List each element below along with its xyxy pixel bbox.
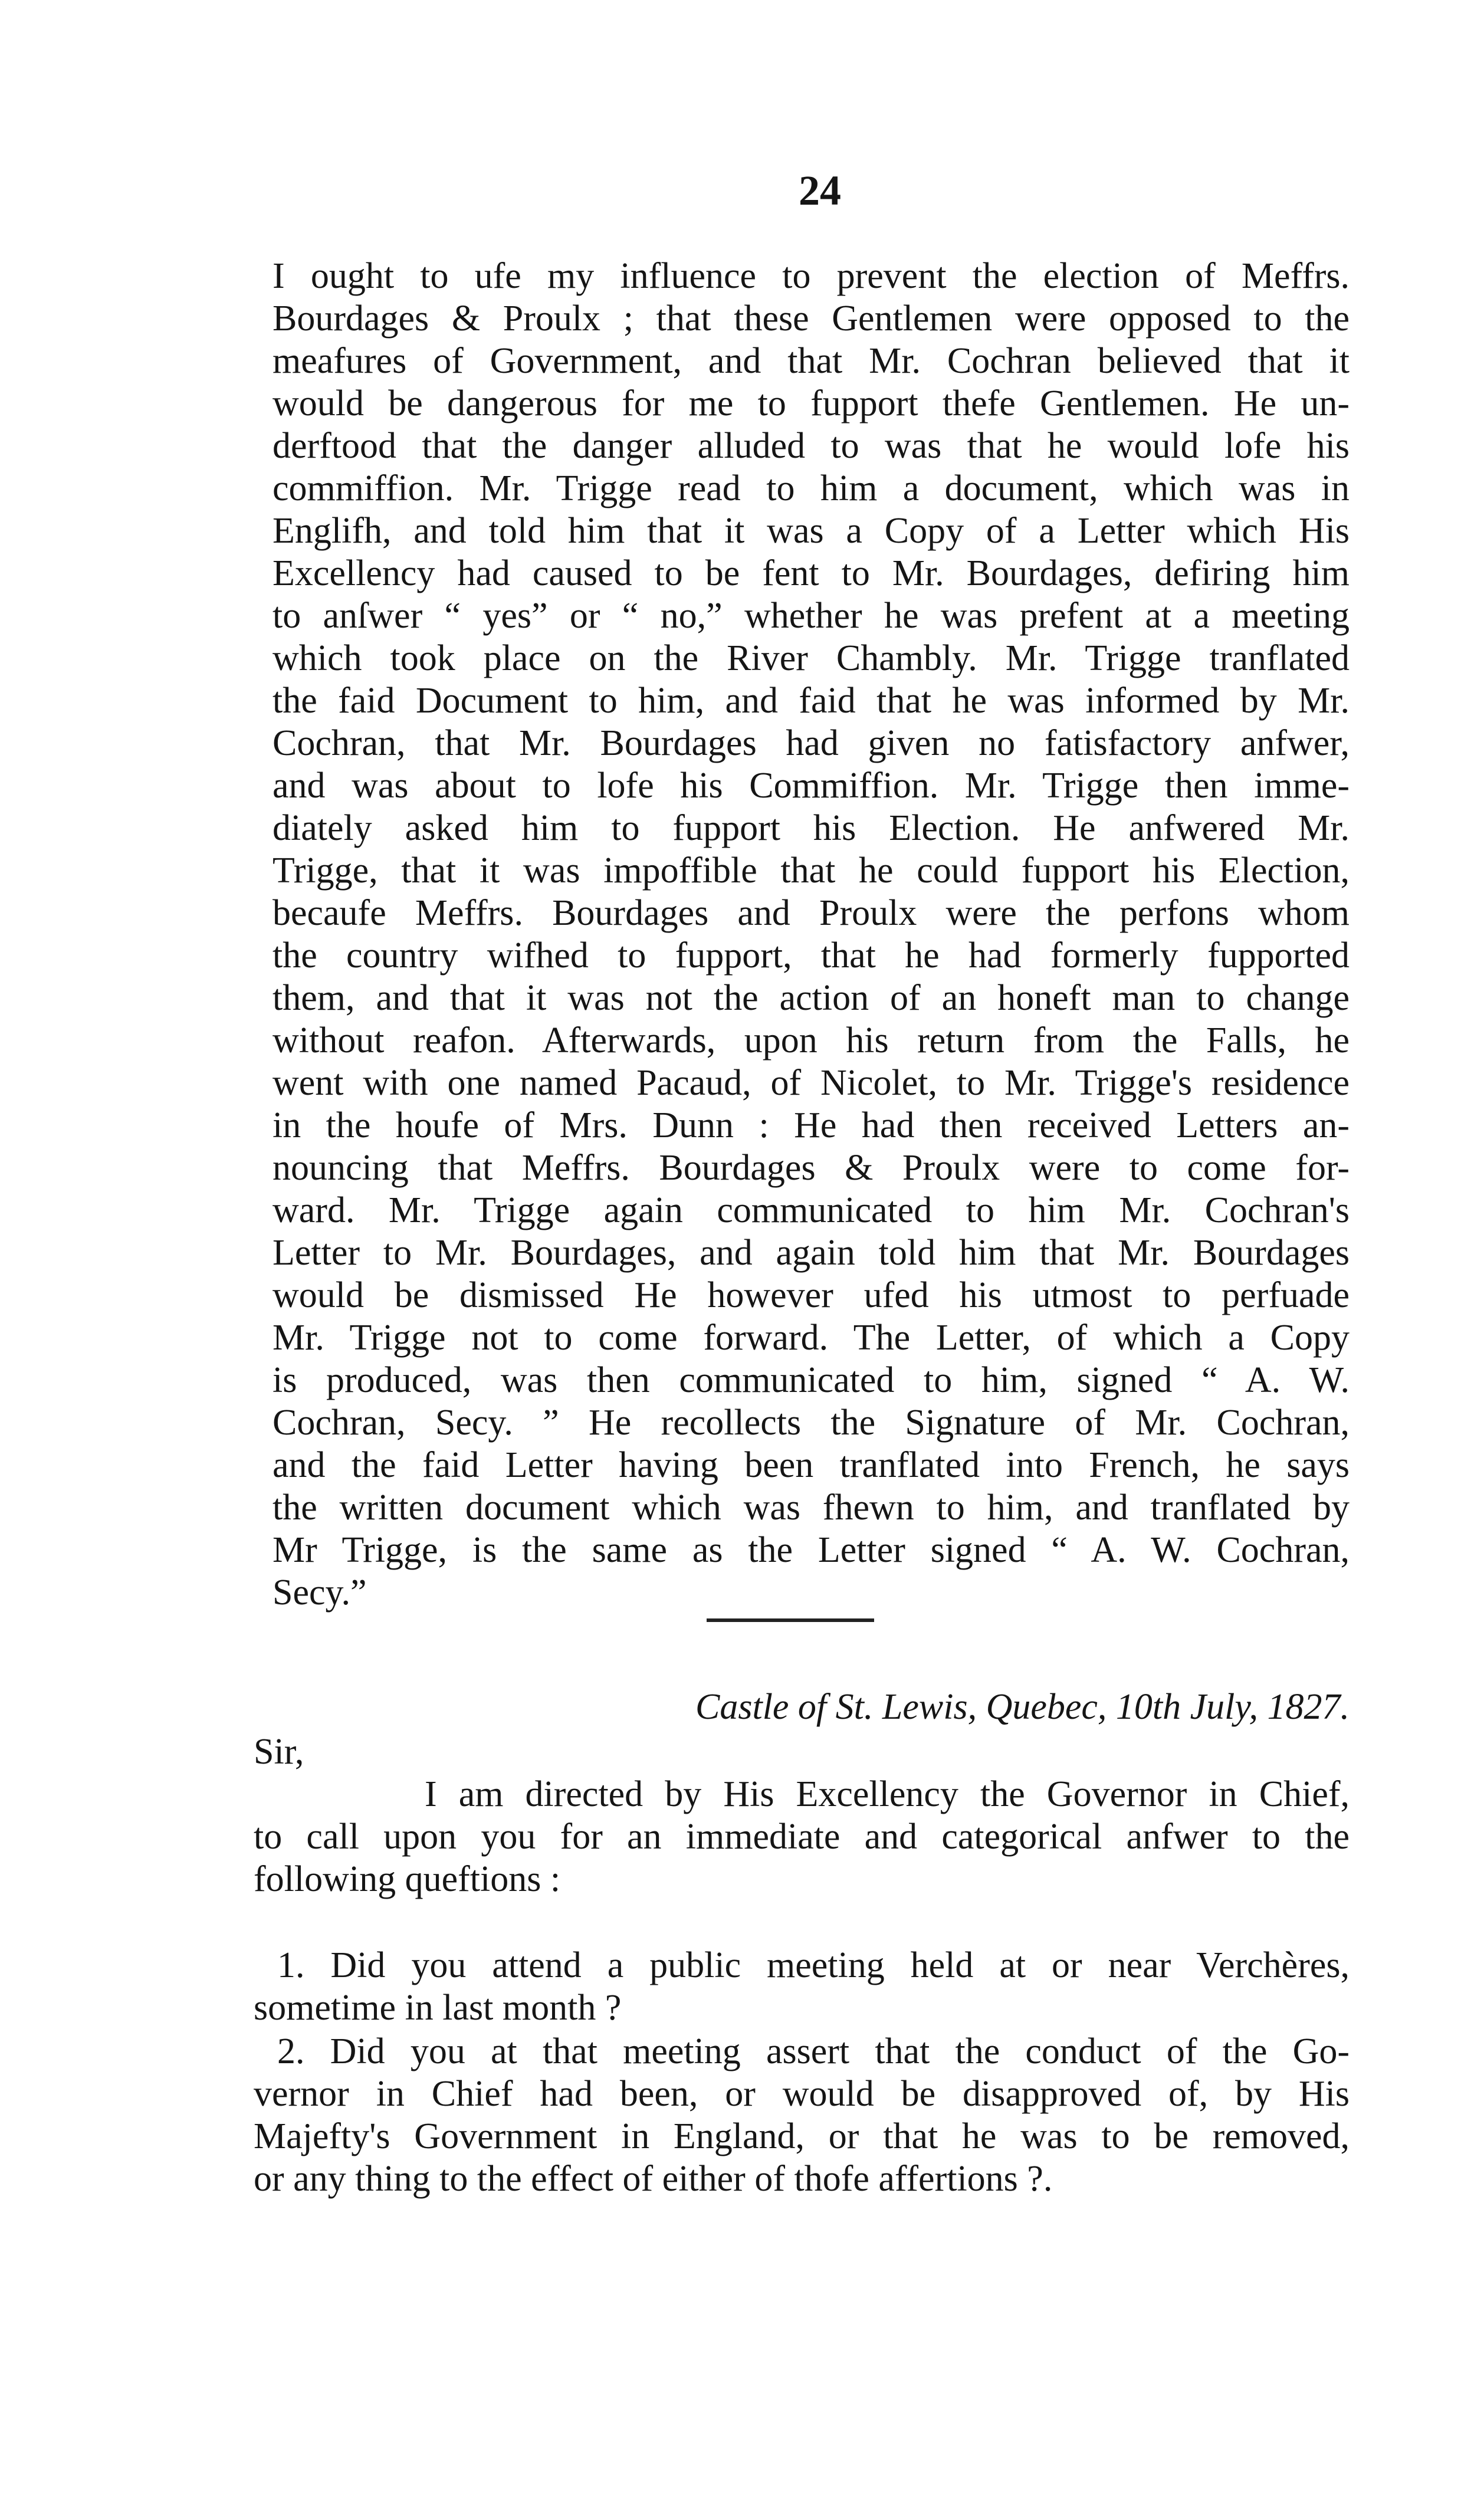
text-line: Cochran, Secy. ” He recollects the Signature of Mr. Cochran, — [272, 1403, 1350, 1443]
text-line: and was about to lofe his Commiffion. Mr. Trigge then imme- — [272, 766, 1350, 806]
text-line: without reafon. Afterwards, upon his return from the Falls, he — [272, 1020, 1350, 1060]
text-line: 2. Did you at that meeting assert that the conduct of the Go- — [277, 2031, 1350, 2071]
text-line: following queftions : — [254, 1859, 561, 1899]
question-2 — [254, 2030, 1350, 2200]
text-line: them, and that it was not the action of an honeft man to change — [272, 978, 1350, 1018]
text-line: Mr. Trigge not to come forward. The Letter, of which a Copy — [272, 1318, 1350, 1358]
text-line: would be dismissed He however ufed his utmost to perfuade — [272, 1275, 1350, 1315]
text-line: the written document which was fhewn to him, and tranflated by — [272, 1488, 1350, 1528]
letter-dateline: Castle of St. Lewis, Quebec, 10th July, 1827. — [695, 1687, 1350, 1727]
text-line: I ought to ufe my influence to prevent the election of Meffrs. — [272, 256, 1350, 296]
text-line: diately asked him to fupport his Election. He anfwered Mr. — [272, 808, 1350, 848]
text-line: derftood that the danger alluded to was that he would lofe his — [272, 426, 1350, 466]
text-line: 1. Did you attend a public meeting held at or near Verchères, — [277, 1945, 1350, 1985]
text-line: to call upon you for an immediate and categorical anfwer to the — [254, 1817, 1350, 1857]
text-line: Bourdages & Proulx ; that these Gentlemen were opposed to the — [272, 298, 1350, 339]
text-line: Letter to Mr. Bourdages, and again told him that Mr. Bourdages — [272, 1233, 1350, 1273]
text-line: Excellency had caused to be fent to Mr. Bourdages, defiring him — [272, 553, 1350, 593]
question-1 — [254, 1944, 1350, 2029]
text-line: and the faid Letter having been tranflated into French, he says — [272, 1445, 1350, 1485]
text-line: would be dangerous for me to fupport thefe Gentlemen. He un- — [272, 383, 1350, 423]
text-line: becaufe Meffrs. Bourdages and Proulx were the perfons whom — [272, 893, 1350, 933]
text-line: commiffion. Mr. Trigge read to him a document, which was in — [272, 468, 1350, 508]
text-line: Secy.” — [272, 1572, 367, 1613]
text-line: or any thing to the effect of either of thofe affertions ?. — [254, 2159, 1053, 2199]
text-line: ward. Mr. Trigge again communicated to him Mr. Cochran's — [272, 1190, 1350, 1230]
text-line: which took place on the River Chambly. Mr. Trigge tranflated — [272, 638, 1350, 678]
text-line: meafures of Government, and that Mr. Cochran believed that it — [272, 341, 1350, 381]
text-line: I am directed by His Excellency the Governor in Chief, — [425, 1774, 1350, 1814]
page-number: 24 — [799, 167, 841, 214]
text-line: Englifh, and told him that it was a Copy of a Letter which His — [272, 511, 1350, 551]
letter-intro — [254, 1773, 1350, 1900]
text-line: Mr Trigge, is the same as the Letter signed “ A. W. Cochran, — [272, 1530, 1350, 1570]
text-line: is produced, was then communicated to him, signed “ A. W. — [272, 1360, 1350, 1400]
text-line: went with one named Pacaud, of Nicolet, to Mr. Trigge's residence — [272, 1063, 1350, 1103]
letter-salutation: Sir, — [254, 1732, 304, 1772]
text-line: Trigge, that it was impoffible that he could fupport his Election, — [272, 851, 1350, 891]
text-line: sometime in last month ? — [254, 1988, 622, 2028]
text-line: nouncing that Meffrs. Bourdages & Proulx were to come for- — [272, 1148, 1350, 1188]
section-divider — [707, 1618, 874, 1622]
text-line: the country wifhed to fupport, that he had formerly fupported — [272, 935, 1350, 976]
text-line: Cochran, that Mr. Bourdages had given no fatisfactory anfwer, — [272, 723, 1350, 763]
text-line: the faid Document to him, and faid that he was informed by Mr. — [272, 681, 1350, 721]
text-line: Majefty's Government in England, or that he was to be removed, — [254, 2116, 1350, 2156]
text-line: in the houfe of Mrs. Dunn : He had then received Letters an- — [272, 1105, 1350, 1145]
body-text — [272, 255, 1350, 1614]
text-line: vernor in Chief had been, or would be disapproved of, by His — [254, 2074, 1350, 2114]
text-line: to anſwer “ yes” or “ no,” whether he was prefent at a meeting — [272, 596, 1350, 636]
